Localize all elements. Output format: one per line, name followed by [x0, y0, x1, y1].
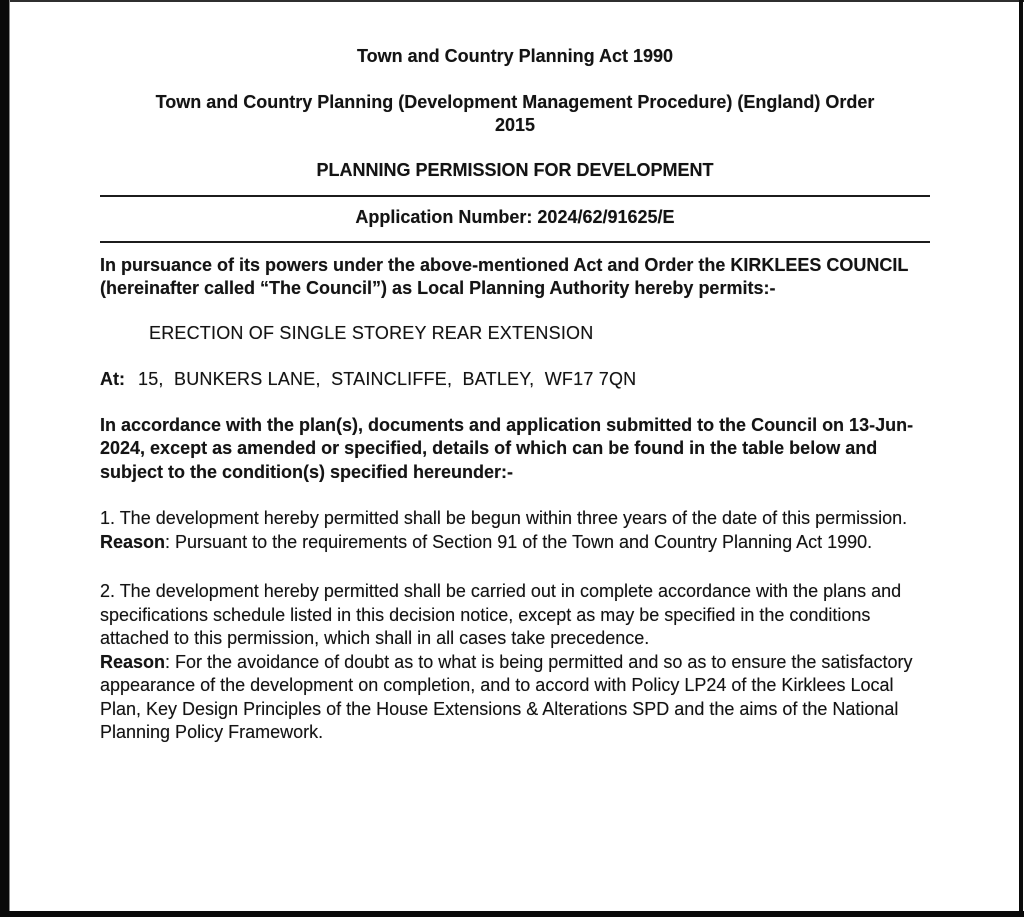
order-title [100, 91, 930, 138]
condition-1-text: 1. The development hereby permitted shall be begun within three years of the date of this permission. [100, 508, 908, 528]
act-title: Town and Country Planning Act 1990 [356, 46, 674, 66]
permission-intro: In pursuance of its powers under the above-mentioned Act and Order the KIRKLEES COUNCIL (hereinafter called “The Council”) as Local Planning Authority hereby permits:- [100, 254, 909, 298]
application-number: Application Number: 2024/62/91625/E [355, 207, 675, 227]
separator-line-bottom [100, 241, 930, 243]
site-address-line [100, 368, 930, 392]
condition-2 [100, 580, 930, 745]
development-description: ERECTION OF SINGLE STOREY REAR EXTENSION [149, 322, 594, 343]
scan-edge-top [0, 0, 1024, 2]
order-title-line2: 2015 [494, 115, 536, 135]
condition-1-reason-label: Reason [100, 531, 166, 552]
at-label: At: [100, 369, 125, 389]
scan-edge-left [0, 0, 10, 917]
document-heading: PLANNING PERMISSION FOR DEVELOPMENT [316, 159, 714, 180]
accordance-paragraph: In accordance with the plan(s), documents and application submitted to the Council on 13-Jun-2024, except as amended or specified, details of which can be found in the table below and subject to the condition(s) specified hereunder:- [100, 414, 914, 482]
condition-1-reason-text: : Pursuant to the requirements of Section 91 of the Town and Country Planning Act 1990. [165, 531, 873, 552]
condition-1 [100, 507, 930, 554]
separator-line-top [100, 195, 930, 197]
scan-edge-right [1019, 0, 1023, 917]
condition-2-text: 2. The development hereby permitted shall be carried out in complete accordance with the plans and specifications schedule listed in this decision notice, except as may be specified in the conditions attached to this permission, which shall in all cases take precedence. [100, 581, 902, 648]
order-title-line1: Town and Country Planning (Development Management Procedure) (England) Order [155, 91, 875, 112]
site-address: 15, BUNKERS LANE, STAINCLIFFE, BATLEY, WF17 7QN [138, 369, 637, 389]
scan-edge-bottom [0, 911, 1024, 917]
condition-2-reason-text: : For the avoidance of doubt as to what is being permitted and so as to ensure the satisfactory appearance of the development on completion, and to accord with Policy LP24 of the Kirklees Local Plan, Key Design Principles of the House Extensions & Alterations SPD and the aims of the National Planning Policy Framework. [100, 651, 913, 742]
planning-permission-document [100, 0, 930, 745]
condition-2-reason-label: Reason [100, 651, 166, 672]
